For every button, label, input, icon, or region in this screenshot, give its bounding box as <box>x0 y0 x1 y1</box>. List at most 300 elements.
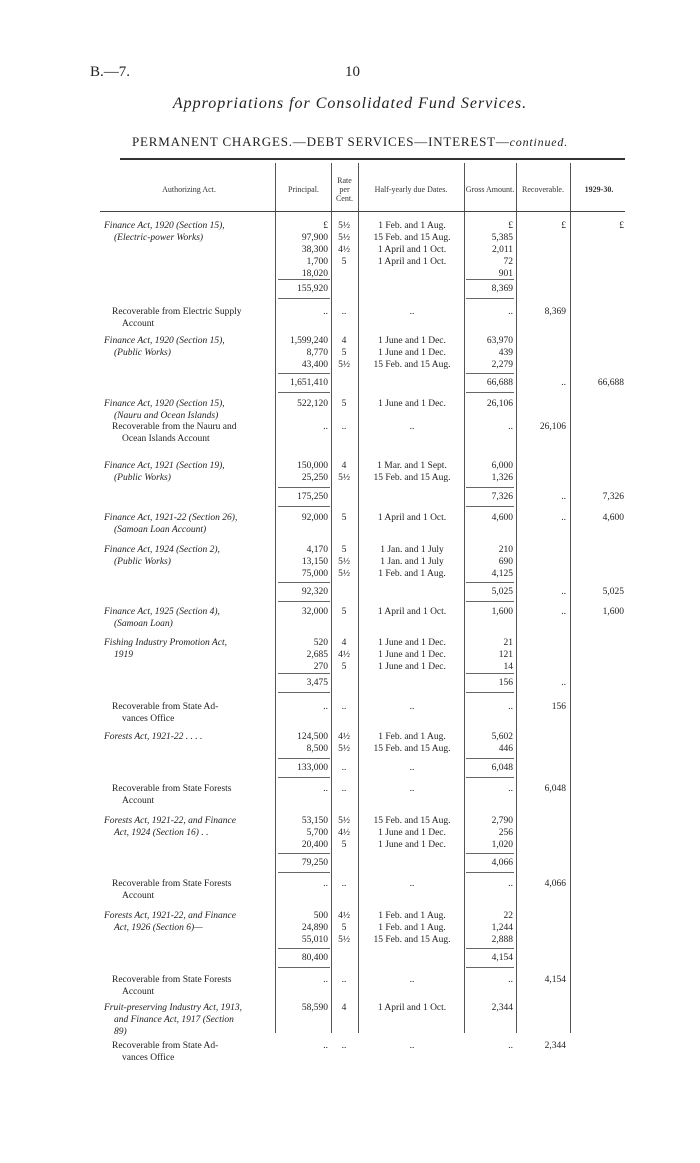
cell-line: 1 April and 1 Oct. <box>377 607 447 617</box>
cell-principal <box>278 512 328 524</box>
col-header-principal: Principal. <box>288 184 319 194</box>
cell-line: (Public Works) <box>114 557 171 567</box>
page-number: 10 <box>345 64 360 80</box>
cell-rate <box>334 637 354 673</box>
cell-principal <box>278 857 328 869</box>
cell-act <box>112 1040 274 1064</box>
subtotal-rule <box>466 758 514 759</box>
cell-line: Finance Act, 1921 (Section 19), <box>104 461 225 471</box>
cell-line: £ <box>561 221 566 231</box>
cell-act <box>104 731 274 743</box>
cell-line: .. <box>409 307 415 317</box>
cell-principal <box>278 421 328 433</box>
cell-act <box>104 220 274 244</box>
cell-line: .. <box>561 378 566 388</box>
cell-line: .. <box>323 307 328 317</box>
cell-line: 1,244 <box>491 923 513 933</box>
cell-line: Finance Act, 1921-22 (Section 26), <box>104 513 238 523</box>
cell-line: 5 <box>341 923 347 933</box>
cell-line: 121 <box>498 650 513 660</box>
cell-year <box>572 377 624 389</box>
cell-line: 2,685 <box>306 650 328 660</box>
cell-line: 1 June and 1 Dec. <box>378 348 446 358</box>
cell-line: 26,106 <box>486 399 513 409</box>
cell-gross <box>465 335 513 371</box>
cell-line: 1 June and 1 Dec. <box>378 828 446 838</box>
cell-rec <box>518 491 566 503</box>
cell-line: 8,369 <box>491 284 513 294</box>
subtotal-rule <box>278 967 330 968</box>
cell-line: vances Office <box>122 714 175 724</box>
cell-due <box>362 783 462 795</box>
cell-line: 7,326 <box>491 492 513 502</box>
cell-line: 15 Feb. and 15 Aug. <box>373 935 451 945</box>
cell-line: 1,326 <box>491 473 513 483</box>
subtotal-rule <box>466 487 514 488</box>
cell-rate <box>334 762 354 774</box>
cell-line: 4,154 <box>491 953 513 963</box>
subtotal-rule <box>278 582 330 583</box>
cell-line: (Samoan Loan Account) <box>114 525 207 535</box>
cell-due <box>362 878 462 890</box>
cell-line: 5,700 <box>306 828 328 838</box>
cell-line: 18,020 <box>301 269 328 279</box>
cell-line: 439 <box>498 348 513 358</box>
cell-year <box>572 606 624 618</box>
cell-rec <box>518 512 566 524</box>
cell-rec <box>518 421 566 433</box>
cell-line: 4½ <box>338 828 350 838</box>
cell-gross <box>465 637 513 673</box>
cell-line: 2,344 <box>491 1003 513 1013</box>
cell-principal <box>278 637 328 673</box>
cell-line: 4 <box>341 336 347 346</box>
col-header-gross: Gross Amount. <box>465 184 515 194</box>
cell-due <box>362 731 462 755</box>
cell-principal <box>278 220 328 280</box>
cell-gross <box>465 815 513 851</box>
cell-line: 26,106 <box>539 422 566 432</box>
cell-line: 1 Feb. and 1 Aug. <box>378 569 446 579</box>
cell-line: 1 June and 1 Dec. <box>378 840 446 850</box>
cell-line: Recoverable from State Forests <box>112 975 232 985</box>
subtotal-rule <box>278 487 330 488</box>
cell-line: 5 <box>341 399 347 409</box>
cell-principal <box>278 878 328 890</box>
cell-line: Finance Act, 1920 (Section 15), <box>104 221 225 231</box>
cell-principal <box>278 701 328 713</box>
subtotal-rule <box>278 673 330 674</box>
cell-act <box>112 878 274 902</box>
cell-line: 5 <box>341 840 347 850</box>
cell-principal <box>278 283 328 295</box>
subtotal-rule <box>466 506 514 507</box>
cell-line: 5½ <box>338 816 350 826</box>
cell-line: 1 Mar. and 1 Sept. <box>377 461 447 471</box>
cell-line: 24,890 <box>301 923 328 933</box>
cell-line: 8,500 <box>306 744 328 754</box>
cell-line: 14 <box>503 662 513 672</box>
cell-line: .. <box>409 763 415 773</box>
cell-line: .. <box>341 763 347 773</box>
col-header-act: Authorizing Act. <box>162 184 216 194</box>
cell-line: 1 Feb. and 1 Aug. <box>378 923 446 933</box>
cell-line: .. <box>508 422 513 432</box>
subtotal-rule <box>466 279 514 280</box>
cell-act <box>112 701 274 725</box>
cell-rate <box>334 815 354 851</box>
cell-line: 4 <box>341 1003 347 1013</box>
subtotal-rule <box>278 948 330 949</box>
cell-line: 1 April and 1 Oct. <box>377 245 447 255</box>
subtitle-continued: continued. <box>509 135 568 149</box>
cell-line: Recoverable from Electric Supply <box>112 307 242 317</box>
subtotal-rule <box>278 506 330 507</box>
cell-line: 5 <box>341 662 347 672</box>
cell-due <box>362 306 462 318</box>
cell-act <box>104 544 274 568</box>
cell-line: Finance Act, 1925 (Section 4), <box>104 607 220 617</box>
cell-line: 63,970 <box>486 336 513 346</box>
cell-line: Recoverable from State Forests <box>112 784 232 794</box>
cell-act <box>104 512 274 536</box>
cell-act <box>104 910 274 934</box>
cell-line: and Finance Act, 1917 (Section <box>114 1015 234 1025</box>
cell-year <box>572 512 624 524</box>
cell-line: 5,602 <box>491 732 513 742</box>
cell-line: 1 Jan. and 1 July <box>380 545 444 555</box>
cell-line: Account <box>122 796 155 806</box>
header-rule <box>100 211 625 212</box>
cell-line: .. <box>508 1041 513 1051</box>
cell-line: Fruit-preserving Industry Act, 1913, <box>104 1003 242 1013</box>
cell-line: 2,011 <box>491 245 513 255</box>
subtotal-rule <box>466 948 514 949</box>
cell-line: Account <box>122 987 155 997</box>
cell-line: 92,000 <box>301 513 328 523</box>
cell-gross <box>465 783 513 795</box>
cell-rec <box>518 306 566 318</box>
cell-line: 2,790 <box>491 816 513 826</box>
cell-line: 66,688 <box>486 378 513 388</box>
subtotal-rule <box>278 853 330 854</box>
cell-line: 97,900 <box>301 233 328 243</box>
cell-line: 6,048 <box>491 763 513 773</box>
cell-line: .. <box>561 678 566 688</box>
cell-line: 156 <box>551 702 566 712</box>
cell-line: .. <box>341 784 347 794</box>
cell-due <box>362 762 462 774</box>
cell-line: Act, 1924 (Section 16) . . <box>114 828 209 838</box>
cell-line: £ <box>508 221 513 231</box>
cell-act <box>112 783 274 807</box>
cell-line: 6,000 <box>491 461 513 471</box>
cell-rate <box>334 606 354 618</box>
cell-line: 5½ <box>338 233 350 243</box>
cell-line: 3,475 <box>306 678 328 688</box>
cell-line: 1 June and 1 Dec. <box>378 638 446 648</box>
cell-gross <box>465 491 513 503</box>
cell-line: Ocean Islands Account <box>122 434 210 444</box>
cell-gross <box>465 377 513 389</box>
cell-rate <box>334 1040 354 1052</box>
subtotal-rule <box>278 692 330 693</box>
cell-line: .. <box>341 422 347 432</box>
cell-line: 66,688 <box>597 378 624 388</box>
col-header-year: 1929-30. <box>584 184 614 194</box>
cell-act <box>104 1002 274 1038</box>
cell-year <box>572 220 624 232</box>
col-divider <box>516 163 517 1033</box>
cell-line: 5½ <box>338 360 350 370</box>
cell-line: 25,250 <box>301 473 328 483</box>
cell-line: 270 <box>313 662 328 672</box>
subtotal-rule <box>466 967 514 968</box>
cell-line: .. <box>561 607 566 617</box>
subtotal-rule <box>278 601 330 602</box>
cell-line: .. <box>409 784 415 794</box>
cell-due <box>362 421 462 433</box>
cell-line: 4½ <box>338 245 350 255</box>
cell-line: 4½ <box>338 650 350 660</box>
cell-line: 15 Feb. and 15 Aug. <box>373 233 451 243</box>
cell-gross <box>465 910 513 946</box>
cell-line: 20,400 <box>301 840 328 850</box>
cell-line: 175,250 <box>297 492 328 502</box>
cell-year <box>572 491 624 503</box>
subtotal-rule <box>466 777 514 778</box>
cell-rec <box>518 783 566 795</box>
cell-line: 1 June and 1 Dec. <box>378 650 446 660</box>
cell-act <box>104 460 274 484</box>
cell-act <box>112 421 274 445</box>
cell-line: 156 <box>498 678 513 688</box>
cell-line: 79,250 <box>301 858 328 868</box>
cell-line: 5 <box>341 545 347 555</box>
cell-line: Recoverable from State Ad- <box>112 1041 219 1051</box>
cell-line: .. <box>323 1041 328 1051</box>
subtotal-rule <box>466 673 514 674</box>
cell-rate <box>334 1002 354 1014</box>
cell-gross <box>465 606 513 618</box>
cell-line: Finance Act, 1924 (Section 2), <box>104 545 220 555</box>
cell-line: 43,400 <box>301 360 328 370</box>
cell-line: .. <box>561 513 566 523</box>
cell-line: .. <box>508 975 513 985</box>
cell-gross <box>465 952 513 964</box>
cell-line: 4½ <box>338 911 350 921</box>
cell-principal <box>278 398 328 410</box>
cell-due <box>362 1040 462 1052</box>
cell-line: .. <box>323 975 328 985</box>
cell-line: 15 Feb. and 15 Aug. <box>373 473 451 483</box>
col-header-due-dates: Half-yearly due Dates. <box>374 184 448 194</box>
col-header-recoverable: Recoverable. <box>522 184 564 194</box>
col-divider <box>358 163 359 1033</box>
cell-line: .. <box>341 702 347 712</box>
cell-line: 256 <box>498 828 513 838</box>
cell-line: 1 Feb. and 1 Aug. <box>378 911 446 921</box>
cell-line: 55,010 <box>301 935 328 945</box>
cell-rate <box>334 544 354 580</box>
cell-gross <box>465 731 513 755</box>
cell-rec <box>518 606 566 618</box>
cell-line: 4,600 <box>602 513 624 523</box>
cell-principal <box>278 460 328 484</box>
cell-gross <box>465 544 513 580</box>
cell-line: 1 April and 1 Oct. <box>377 257 447 267</box>
top-rule <box>120 158 625 160</box>
subtotal-rule <box>278 279 330 280</box>
cell-rec <box>518 377 566 389</box>
cell-line: 4,154 <box>544 975 566 985</box>
cell-line: .. <box>409 879 415 889</box>
cell-line: 80,400 <box>301 953 328 963</box>
cell-act <box>104 606 274 630</box>
cell-line: 4,066 <box>544 879 566 889</box>
subtotal-rule <box>466 392 514 393</box>
cell-gross <box>465 220 513 280</box>
cell-line: (Nauru and Ocean Islands) <box>114 411 219 421</box>
cell-due <box>362 637 462 673</box>
cell-line: 5½ <box>338 557 350 567</box>
cell-line: .. <box>341 975 347 985</box>
cell-due <box>362 910 462 946</box>
cell-line: £ <box>619 221 624 231</box>
cell-line: (Samoan Loan) <box>114 619 173 629</box>
cell-line: 22 <box>503 911 513 921</box>
cell-line: .. <box>561 492 566 502</box>
cell-line: vances Office <box>122 1053 175 1063</box>
cell-line: 1 June and 1 Dec. <box>378 662 446 672</box>
cell-line: 15 Feb. and 15 Aug. <box>373 360 451 370</box>
cell-line: 1919 <box>114 650 133 660</box>
cell-line: .. <box>409 422 415 432</box>
cell-gross <box>465 762 513 774</box>
cell-line: 7,326 <box>602 492 624 502</box>
cell-line: 150,000 <box>297 461 328 471</box>
cell-rate <box>334 783 354 795</box>
subtotal-rule <box>466 298 514 299</box>
cell-rec <box>518 701 566 713</box>
cell-principal <box>278 586 328 598</box>
cell-line: 53,150 <box>301 816 328 826</box>
subtotal-rule <box>278 758 330 759</box>
cell-act <box>104 637 274 661</box>
cell-rate <box>334 701 354 713</box>
cell-gross <box>465 460 513 484</box>
cell-line: 2,279 <box>491 360 513 370</box>
cell-gross <box>465 878 513 890</box>
cell-line: 2,888 <box>491 935 513 945</box>
subtotal-rule <box>278 872 330 873</box>
cell-line: Finance Act, 1920 (Section 15), <box>104 399 225 409</box>
cell-line: .. <box>341 879 347 889</box>
cell-line: 1,020 <box>491 840 513 850</box>
subtotal-rule <box>466 373 514 374</box>
cell-line: .. <box>323 422 328 432</box>
cell-line: .. <box>409 975 415 985</box>
cell-line: 5½ <box>338 569 350 579</box>
cell-act <box>104 815 274 839</box>
cell-line: 13,150 <box>301 557 328 567</box>
cell-due <box>362 398 462 410</box>
cell-gross <box>465 398 513 410</box>
cell-principal <box>278 731 328 755</box>
cell-line: 500 <box>313 911 328 921</box>
cell-principal <box>278 491 328 503</box>
cell-line: 690 <box>498 557 513 567</box>
cell-gross <box>465 701 513 713</box>
cell-rec <box>518 1040 566 1052</box>
cell-principal <box>278 1040 328 1052</box>
cell-line: 5 <box>341 513 347 523</box>
cell-line: .. <box>323 879 328 889</box>
cell-rec <box>518 677 566 689</box>
cell-rec <box>518 220 566 232</box>
cell-line: £ <box>323 221 328 231</box>
cell-line: 1 Feb. and 1 Aug. <box>378 732 446 742</box>
cell-line: 5½ <box>338 935 350 945</box>
cell-gross <box>465 306 513 318</box>
cell-line: 4,066 <box>491 858 513 868</box>
cell-line: Recoverable from the Nauru and <box>112 422 237 432</box>
page-title: Appropriations for Consolidated Fund Services. <box>172 95 528 112</box>
cell-line: 210 <box>498 545 513 555</box>
cell-line: .. <box>409 702 415 712</box>
cell-line: 5½ <box>338 473 350 483</box>
cell-gross <box>465 512 513 524</box>
cell-line: 1,651,410 <box>290 378 328 388</box>
cell-line: (Public Works) <box>114 348 171 358</box>
cell-rate <box>334 220 354 268</box>
cell-line: 4,600 <box>491 513 513 523</box>
cell-principal <box>278 952 328 964</box>
cell-line: 520 <box>313 638 328 648</box>
cell-due <box>362 701 462 713</box>
subtotal-rule <box>278 298 330 299</box>
cell-line: .. <box>508 784 513 794</box>
cell-line: 21 <box>503 638 513 648</box>
cell-principal <box>278 783 328 795</box>
cell-line: Forests Act, 1921-22 . . . . <box>104 732 203 742</box>
cell-rate <box>334 910 354 946</box>
cell-line: .. <box>323 702 328 712</box>
cell-line: 5 <box>341 348 347 358</box>
cell-line: Recoverable from State Forests <box>112 879 232 889</box>
cell-rate <box>334 335 354 371</box>
cell-line: 5,025 <box>602 587 624 597</box>
cell-line: 2,344 <box>544 1041 566 1051</box>
cell-line: 4½ <box>338 732 350 742</box>
subtitle-main: PERMANENT CHARGES.—DEBT SERVICES—INTEREST— <box>131 134 510 149</box>
cell-principal <box>278 606 328 618</box>
cell-line: (Electric-power Works) <box>114 233 204 243</box>
cell-line: 446 <box>498 744 513 754</box>
cell-due <box>362 460 462 484</box>
cell-line: 4,170 <box>306 545 328 555</box>
cell-rate <box>334 460 354 484</box>
cell-line: Account <box>122 891 155 901</box>
cell-due <box>362 606 462 618</box>
cell-gross <box>465 283 513 295</box>
cell-act <box>104 335 274 359</box>
cell-line: 1 April and 1 Oct. <box>377 513 447 523</box>
cell-line: 92,320 <box>301 587 328 597</box>
cell-line: 5½ <box>338 221 350 231</box>
cell-line: 1 June and 1 Dec. <box>378 336 446 346</box>
cell-line: 89) <box>114 1027 127 1037</box>
